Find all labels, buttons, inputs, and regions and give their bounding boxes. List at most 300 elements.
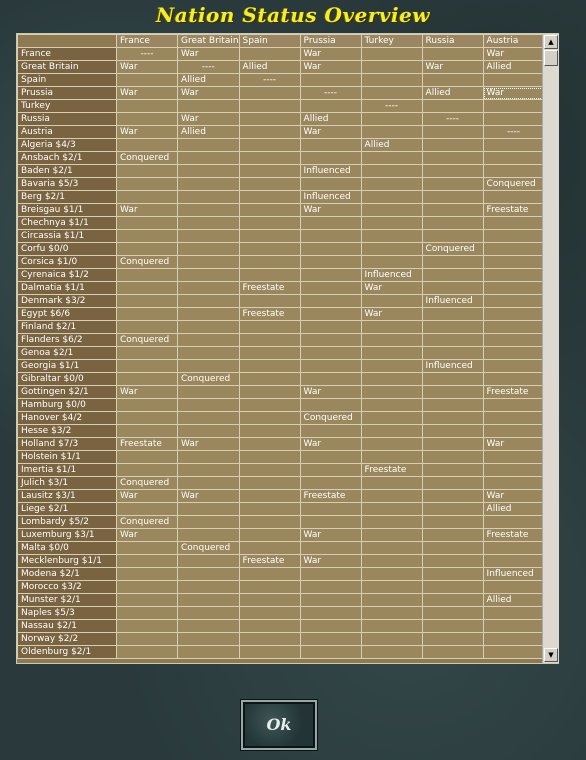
table-row[interactable]	[18, 646, 545, 659]
status-cell[interactable]	[117, 542, 178, 555]
status-cell[interactable]	[239, 321, 300, 334]
table-row[interactable]	[18, 87, 545, 100]
status-cell[interactable]	[300, 399, 361, 412]
status-cell[interactable]: War	[178, 87, 240, 100]
status-cell[interactable]	[361, 243, 422, 256]
status-cell[interactable]: War	[300, 61, 361, 74]
status-cell[interactable]	[117, 360, 178, 373]
status-cell[interactable]	[361, 620, 422, 633]
status-cell[interactable]: ----	[422, 113, 483, 126]
status-cell[interactable]	[178, 464, 240, 477]
status-cell[interactable]	[239, 191, 300, 204]
status-cell[interactable]	[361, 113, 422, 126]
status-cell[interactable]	[483, 464, 544, 477]
status-cell[interactable]: Influenced	[300, 191, 361, 204]
status-cell[interactable]	[361, 204, 422, 217]
status-cell[interactable]	[361, 48, 422, 61]
table-row[interactable]	[18, 139, 545, 152]
status-cell[interactable]: Conquered	[178, 373, 240, 386]
status-cell[interactable]	[117, 620, 178, 633]
status-cell[interactable]	[239, 568, 300, 581]
status-cell[interactable]	[361, 152, 422, 165]
status-cell[interactable]	[483, 191, 544, 204]
status-cell[interactable]	[178, 269, 240, 282]
status-cell[interactable]	[422, 74, 483, 87]
status-cell[interactable]: War	[117, 61, 178, 74]
status-cell[interactable]: War	[483, 438, 544, 451]
status-cell[interactable]	[178, 568, 240, 581]
status-cell[interactable]	[361, 594, 422, 607]
table-row[interactable]	[18, 412, 545, 425]
status-cell[interactable]	[361, 347, 422, 360]
status-cell[interactable]	[422, 191, 483, 204]
table-row[interactable]	[18, 568, 545, 581]
status-cell[interactable]	[422, 542, 483, 555]
status-cell[interactable]: War	[300, 204, 361, 217]
status-cell[interactable]: Conquered	[117, 152, 178, 165]
status-cell[interactable]	[422, 373, 483, 386]
status-cell[interactable]: War	[361, 308, 422, 321]
status-cell[interactable]	[361, 581, 422, 594]
status-cell[interactable]: War	[483, 48, 544, 61]
vertical-scrollbar[interactable]	[542, 34, 559, 663]
status-cell[interactable]	[422, 347, 483, 360]
status-cell[interactable]	[178, 139, 240, 152]
table-row[interactable]	[18, 386, 545, 399]
status-cell[interactable]: Conquered	[178, 542, 240, 555]
status-cell[interactable]	[483, 217, 544, 230]
status-cell[interactable]: War	[117, 126, 178, 139]
status-cell[interactable]	[239, 334, 300, 347]
status-cell[interactable]	[178, 178, 240, 191]
status-cell[interactable]	[422, 282, 483, 295]
status-cell[interactable]	[483, 334, 544, 347]
status-cell[interactable]	[239, 360, 300, 373]
table-row[interactable]	[18, 256, 545, 269]
status-cell[interactable]: War	[178, 438, 240, 451]
status-cell[interactable]	[361, 126, 422, 139]
status-cell[interactable]: War	[300, 386, 361, 399]
table-row[interactable]	[18, 581, 545, 594]
status-cell[interactable]	[178, 477, 240, 490]
status-cell[interactable]	[117, 308, 178, 321]
status-cell[interactable]	[178, 620, 240, 633]
status-cell[interactable]	[178, 412, 240, 425]
status-cell[interactable]	[300, 542, 361, 555]
table-row[interactable]	[18, 191, 545, 204]
status-cell[interactable]: War	[117, 490, 178, 503]
table-row[interactable]	[18, 633, 545, 646]
status-cell[interactable]	[483, 100, 544, 113]
scroll-down-arrow-icon[interactable]: ▼	[544, 648, 558, 662]
status-cell[interactable]	[117, 633, 178, 646]
status-cell[interactable]	[422, 555, 483, 568]
table-row[interactable]	[18, 594, 545, 607]
status-cell[interactable]	[422, 204, 483, 217]
table-row[interactable]	[18, 425, 545, 438]
status-cell[interactable]: Influenced	[422, 295, 483, 308]
status-cell[interactable]	[239, 399, 300, 412]
status-cell[interactable]	[361, 412, 422, 425]
status-cell[interactable]: Conquered	[483, 178, 544, 191]
status-cell[interactable]	[361, 568, 422, 581]
scroll-up-arrow-icon[interactable]: ▲	[544, 35, 558, 49]
status-cell[interactable]	[239, 373, 300, 386]
table-row[interactable]	[18, 282, 545, 295]
status-cell[interactable]	[117, 295, 178, 308]
status-cell[interactable]: Influenced	[483, 568, 544, 581]
status-cell[interactable]	[178, 425, 240, 438]
status-cell[interactable]	[422, 334, 483, 347]
status-cell[interactable]	[239, 113, 300, 126]
status-cell[interactable]	[422, 178, 483, 191]
status-cell[interactable]	[239, 503, 300, 516]
status-cell[interactable]: Conquered	[300, 412, 361, 425]
status-cell[interactable]	[361, 74, 422, 87]
status-cell[interactable]	[178, 529, 240, 542]
status-cell[interactable]	[300, 308, 361, 321]
status-cell[interactable]	[361, 438, 422, 451]
status-cell[interactable]	[422, 568, 483, 581]
status-cell[interactable]	[239, 412, 300, 425]
status-cell[interactable]	[178, 503, 240, 516]
status-cell[interactable]	[422, 399, 483, 412]
status-cell[interactable]	[117, 243, 178, 256]
status-cell[interactable]	[483, 412, 544, 425]
status-cell[interactable]	[239, 490, 300, 503]
status-cell[interactable]	[483, 243, 544, 256]
status-cell[interactable]	[239, 425, 300, 438]
status-cell[interactable]	[239, 464, 300, 477]
status-cell[interactable]	[300, 139, 361, 152]
status-cell[interactable]	[422, 607, 483, 620]
table-row[interactable]	[18, 308, 545, 321]
status-cell[interactable]	[117, 594, 178, 607]
status-cell[interactable]	[422, 48, 483, 61]
status-cell[interactable]	[117, 464, 178, 477]
status-cell[interactable]	[422, 438, 483, 451]
status-cell[interactable]	[361, 399, 422, 412]
status-cell[interactable]	[361, 87, 422, 100]
status-cell[interactable]: Allied	[300, 113, 361, 126]
status-cell[interactable]	[239, 451, 300, 464]
table-row[interactable]	[18, 178, 545, 191]
status-cell[interactable]: War	[178, 48, 240, 61]
table-row[interactable]	[18, 152, 545, 165]
status-cell[interactable]: Conquered	[117, 334, 178, 347]
table-row[interactable]	[18, 165, 545, 178]
status-cell[interactable]: War	[178, 113, 240, 126]
status-cell[interactable]	[422, 581, 483, 594]
table-row[interactable]	[18, 490, 545, 503]
status-cell[interactable]	[117, 412, 178, 425]
ok-button[interactable]: Ok	[241, 700, 317, 750]
status-cell[interactable]	[117, 373, 178, 386]
status-cell[interactable]	[178, 581, 240, 594]
table-row[interactable]	[18, 464, 545, 477]
status-cell[interactable]	[361, 334, 422, 347]
status-cell[interactable]	[422, 620, 483, 633]
status-cell[interactable]	[117, 269, 178, 282]
status-cell[interactable]	[422, 217, 483, 230]
table-row[interactable]	[18, 243, 545, 256]
status-cell[interactable]	[483, 113, 544, 126]
status-cell[interactable]	[483, 360, 544, 373]
status-cell[interactable]: ----	[178, 61, 240, 74]
status-cell[interactable]	[178, 230, 240, 243]
status-cell[interactable]	[178, 347, 240, 360]
status-cell[interactable]: Freestate	[117, 438, 178, 451]
status-cell[interactable]	[178, 646, 240, 659]
status-cell[interactable]	[239, 529, 300, 542]
status-cell[interactable]	[483, 581, 544, 594]
status-cell[interactable]	[361, 425, 422, 438]
table-row[interactable]	[18, 503, 545, 516]
status-cell[interactable]	[361, 516, 422, 529]
table-row[interactable]	[18, 217, 545, 230]
status-cell[interactable]	[422, 464, 483, 477]
status-cell[interactable]: War	[483, 87, 544, 100]
status-cell[interactable]: War	[300, 48, 361, 61]
status-cell[interactable]	[361, 178, 422, 191]
status-cell[interactable]: Influenced	[422, 360, 483, 373]
status-cell[interactable]	[117, 451, 178, 464]
status-cell[interactable]	[300, 633, 361, 646]
status-cell[interactable]	[300, 503, 361, 516]
status-cell[interactable]	[300, 74, 361, 87]
status-cell[interactable]	[117, 113, 178, 126]
status-cell[interactable]	[300, 516, 361, 529]
status-cell[interactable]	[239, 477, 300, 490]
status-cell[interactable]	[239, 100, 300, 113]
status-cell[interactable]	[117, 178, 178, 191]
status-cell[interactable]	[178, 451, 240, 464]
status-cell[interactable]	[300, 321, 361, 334]
status-cell[interactable]	[239, 516, 300, 529]
status-cell[interactable]: ----	[117, 48, 178, 61]
status-cell[interactable]	[483, 269, 544, 282]
table-row[interactable]	[18, 295, 545, 308]
table-row[interactable]	[18, 230, 545, 243]
status-cell[interactable]	[361, 503, 422, 516]
status-cell[interactable]: Conquered	[117, 516, 178, 529]
status-cell[interactable]	[483, 373, 544, 386]
status-cell[interactable]	[178, 308, 240, 321]
status-cell[interactable]	[239, 633, 300, 646]
status-cell[interactable]	[300, 100, 361, 113]
status-cell[interactable]	[361, 373, 422, 386]
status-cell[interactable]	[361, 607, 422, 620]
status-cell[interactable]: War	[117, 529, 178, 542]
status-cell[interactable]	[300, 607, 361, 620]
status-cell[interactable]: Allied	[178, 74, 240, 87]
status-cell[interactable]	[239, 204, 300, 217]
status-cell[interactable]	[239, 217, 300, 230]
status-cell[interactable]	[422, 516, 483, 529]
table-row[interactable]	[18, 269, 545, 282]
status-cell[interactable]	[117, 347, 178, 360]
status-cell[interactable]	[117, 282, 178, 295]
status-cell[interactable]: ----	[300, 87, 361, 100]
table-row[interactable]	[18, 48, 545, 61]
status-cell[interactable]	[300, 152, 361, 165]
status-cell[interactable]	[239, 256, 300, 269]
status-cell[interactable]	[361, 217, 422, 230]
status-cell[interactable]	[422, 633, 483, 646]
status-cell[interactable]	[178, 191, 240, 204]
status-cell[interactable]	[239, 48, 300, 61]
status-cell[interactable]: Allied	[422, 87, 483, 100]
status-cell[interactable]	[422, 425, 483, 438]
status-cell[interactable]	[239, 542, 300, 555]
status-cell[interactable]	[117, 321, 178, 334]
status-cell[interactable]	[422, 477, 483, 490]
status-cell[interactable]	[422, 230, 483, 243]
status-cell[interactable]	[239, 243, 300, 256]
table-row[interactable]	[18, 360, 545, 373]
status-cell[interactable]	[239, 594, 300, 607]
status-cell[interactable]	[361, 529, 422, 542]
status-cell[interactable]: War	[300, 438, 361, 451]
status-cell[interactable]	[239, 581, 300, 594]
table-row[interactable]	[18, 620, 545, 633]
status-cell[interactable]	[422, 386, 483, 399]
table-row[interactable]	[18, 100, 545, 113]
status-cell[interactable]	[178, 594, 240, 607]
status-cell[interactable]	[178, 360, 240, 373]
status-cell[interactable]: Freestate	[300, 490, 361, 503]
status-cell[interactable]	[117, 607, 178, 620]
status-cell[interactable]	[300, 425, 361, 438]
status-cell[interactable]	[178, 217, 240, 230]
status-cell[interactable]	[483, 347, 544, 360]
table-row[interactable]	[18, 555, 545, 568]
status-cell[interactable]: War	[300, 529, 361, 542]
status-cell[interactable]	[483, 425, 544, 438]
table-row[interactable]	[18, 451, 545, 464]
status-cell[interactable]	[361, 295, 422, 308]
status-cell[interactable]	[239, 269, 300, 282]
status-cell[interactable]	[117, 191, 178, 204]
status-cell[interactable]	[239, 165, 300, 178]
status-cell[interactable]: Allied	[361, 139, 422, 152]
status-cell[interactable]: Influenced	[300, 165, 361, 178]
status-cell[interactable]: War	[361, 282, 422, 295]
table-row[interactable]	[18, 347, 545, 360]
status-cell[interactable]	[178, 100, 240, 113]
status-cell[interactable]	[483, 555, 544, 568]
status-cell[interactable]	[239, 178, 300, 191]
status-cell[interactable]	[117, 230, 178, 243]
status-cell[interactable]	[483, 399, 544, 412]
status-cell[interactable]: Allied	[483, 503, 544, 516]
status-cell[interactable]	[178, 152, 240, 165]
status-cell[interactable]	[239, 139, 300, 152]
table-row[interactable]	[18, 399, 545, 412]
status-cell[interactable]	[300, 178, 361, 191]
status-cell[interactable]: War	[117, 386, 178, 399]
status-cell[interactable]	[239, 87, 300, 100]
status-cell[interactable]	[117, 503, 178, 516]
status-cell[interactable]	[178, 633, 240, 646]
status-cell[interactable]	[483, 282, 544, 295]
status-cell[interactable]	[361, 386, 422, 399]
status-cell[interactable]	[178, 256, 240, 269]
table-row[interactable]	[18, 204, 545, 217]
status-cell[interactable]: Allied	[178, 126, 240, 139]
status-cell[interactable]	[361, 451, 422, 464]
status-cell[interactable]	[178, 204, 240, 217]
status-cell[interactable]	[178, 555, 240, 568]
status-cell[interactable]	[361, 165, 422, 178]
status-cell[interactable]: Freestate	[361, 464, 422, 477]
status-cell[interactable]	[361, 542, 422, 555]
status-cell[interactable]	[300, 451, 361, 464]
status-cell[interactable]: War	[117, 87, 178, 100]
status-cell[interactable]	[483, 256, 544, 269]
status-cell[interactable]	[239, 438, 300, 451]
status-cell[interactable]	[117, 555, 178, 568]
status-cell[interactable]	[422, 126, 483, 139]
status-cell[interactable]	[300, 230, 361, 243]
table-row[interactable]	[18, 542, 545, 555]
status-cell[interactable]	[300, 464, 361, 477]
status-cell[interactable]	[361, 490, 422, 503]
status-cell[interactable]: War	[300, 555, 361, 568]
status-cell[interactable]	[300, 269, 361, 282]
status-cell[interactable]	[117, 425, 178, 438]
status-cell[interactable]	[239, 347, 300, 360]
status-cell[interactable]	[178, 295, 240, 308]
status-cell[interactable]: Freestate	[239, 282, 300, 295]
status-cell[interactable]	[300, 256, 361, 269]
status-cell[interactable]: War	[178, 490, 240, 503]
table-row[interactable]	[18, 607, 545, 620]
status-cell[interactable]	[483, 633, 544, 646]
status-cell[interactable]	[239, 126, 300, 139]
status-cell[interactable]	[117, 139, 178, 152]
status-cell[interactable]	[117, 646, 178, 659]
status-cell[interactable]	[117, 568, 178, 581]
status-cell[interactable]	[422, 412, 483, 425]
status-cell[interactable]	[300, 282, 361, 295]
status-cell[interactable]	[422, 308, 483, 321]
status-cell[interactable]	[483, 165, 544, 178]
status-cell[interactable]: Conquered	[117, 477, 178, 490]
status-cell[interactable]	[422, 100, 483, 113]
status-cell[interactable]	[300, 373, 361, 386]
status-cell[interactable]	[422, 256, 483, 269]
status-cell[interactable]	[300, 243, 361, 256]
status-cell[interactable]	[422, 594, 483, 607]
status-cell[interactable]	[483, 308, 544, 321]
status-cell[interactable]	[178, 282, 240, 295]
table-row[interactable]	[18, 113, 545, 126]
status-cell[interactable]	[117, 165, 178, 178]
status-cell[interactable]	[117, 74, 178, 87]
table-row[interactable]	[18, 321, 545, 334]
table-row[interactable]	[18, 126, 545, 139]
status-cell[interactable]	[178, 243, 240, 256]
table-row[interactable]	[18, 529, 545, 542]
status-cell[interactable]: Allied	[483, 61, 544, 74]
status-cell[interactable]	[178, 516, 240, 529]
status-cell[interactable]	[422, 646, 483, 659]
status-cell[interactable]	[239, 607, 300, 620]
status-cell[interactable]: Allied	[239, 61, 300, 74]
table-row[interactable]	[18, 516, 545, 529]
scrollbar-thumb[interactable]	[544, 50, 558, 66]
